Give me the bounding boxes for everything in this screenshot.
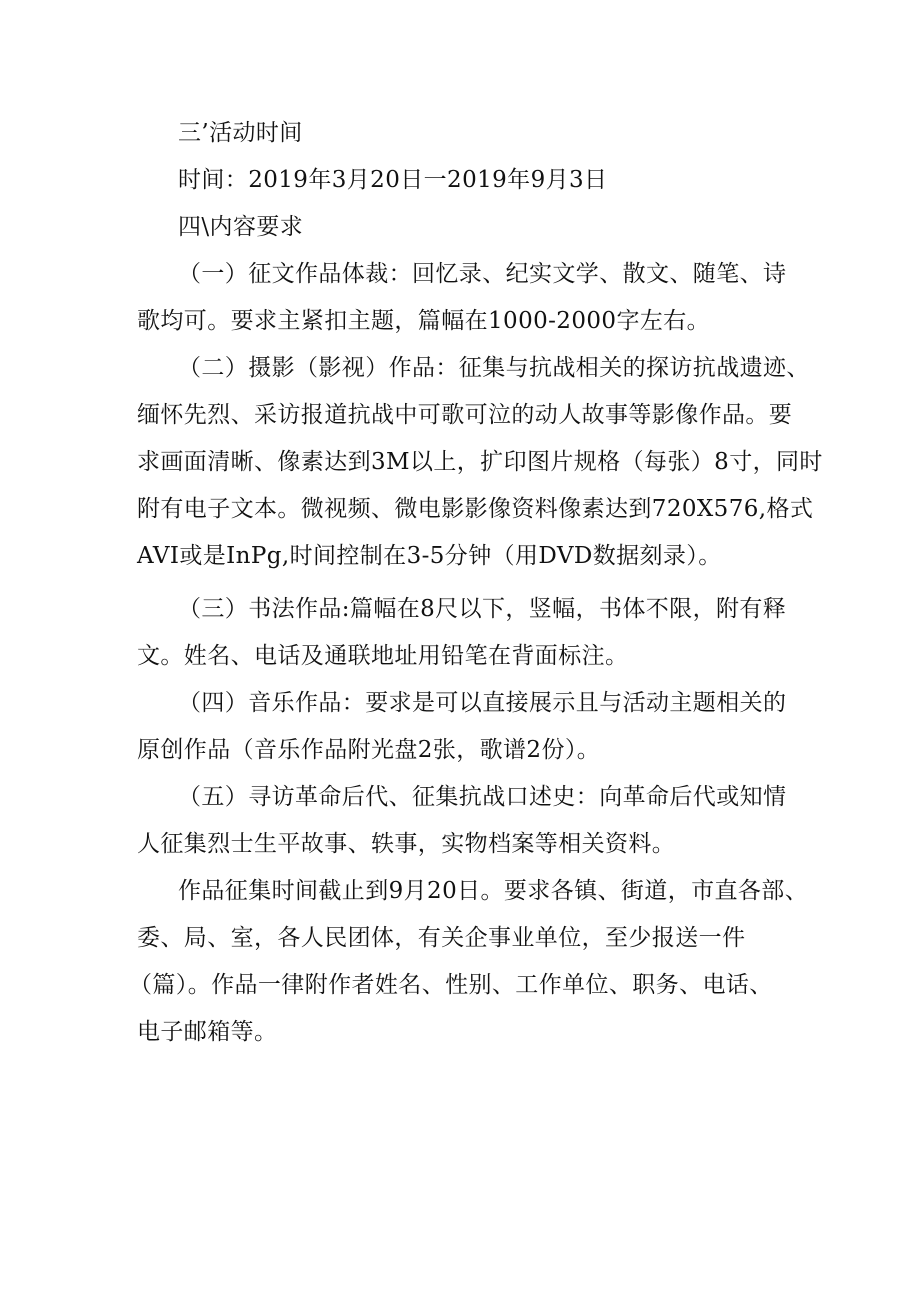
paragraph-line: 求画面清晰、像素达到3M以上，扩印图片规格（每张）8寸，同时 [137, 449, 823, 475]
section-heading-time: 三’活动时间 [178, 120, 303, 146]
paragraph-line: AVI或是InPg,时间控制在3-5分钟（用DVD数据刻录）。 [137, 543, 722, 569]
paragraph-line: 歌均可。要求主紧扣主题，篇幅在1000-2000字左右。 [137, 308, 711, 334]
paragraph-line: 原创作品（音乐作品附光盘2张，歌谱2份）。 [137, 737, 601, 763]
paragraph-line: 人征集烈士生平故事、轶事，实物档案等相关资料。 [137, 831, 676, 857]
paragraph-line: 文。姓名、电话及通联地址用铅笔在背面标注。 [137, 643, 629, 669]
paragraph-line: （四）音乐作品：要求是可以直接展示且与活动主题相关的 [178, 690, 787, 716]
section-heading-requirements: 四\内容要求 [178, 214, 304, 240]
paragraph-line: （五）寻访革命后代、征集抗战口述史：向革命后代或知情 [178, 784, 787, 810]
paragraph-line: （三）书法作品:篇幅在8尺以下，竖幅，书体不限，附有释 [178, 596, 787, 622]
paragraph-line: 时间：2019年3月20日一2019年9月3日 [178, 167, 608, 193]
paragraph-line: 电子邮箱等。 [137, 1019, 278, 1045]
paragraph-line: （篇）。作品一律附作者姓名、性别、工作单位、职务、电话、 [129, 972, 773, 998]
paragraph-line: 作品征集时间截止到9月20日。要求各镇、街道，市直各部、 [178, 878, 809, 904]
paragraph-line: 缅怀先烈、采访报道抗战中可歌可泣的动人故事等影像作品。要 [137, 402, 793, 428]
paragraph-line: （二）摄影（影视）作品：征集与抗战相关的探访抗战遗迹、 [178, 355, 810, 381]
paragraph-line: （一）征文作品体裁：回忆录、纪实文学、散文、随笔、诗 [178, 261, 787, 287]
paragraph-line: 委、局、室，各人民团体，有关企事业单位，至少报送一件 [137, 925, 746, 951]
paragraph-line: 附有电子文本。微视频、微电影影像资料像素达到720X576,格式 [137, 496, 814, 522]
